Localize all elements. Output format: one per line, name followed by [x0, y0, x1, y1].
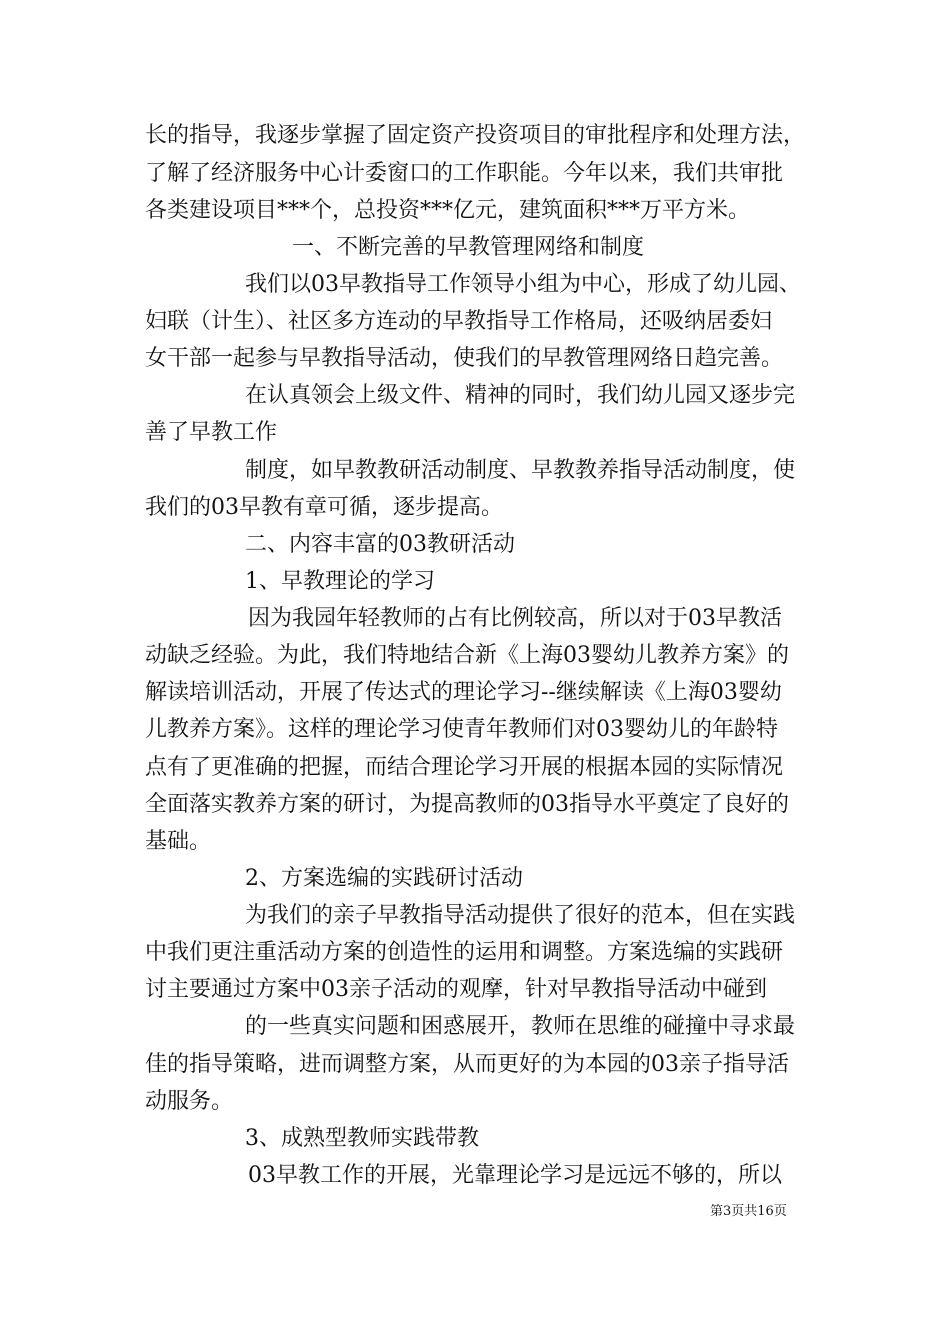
- section-heading: 一、不断完善的早教管理网络和制度: [292, 235, 645, 260]
- body-text-line: 妇联（计生）、社区多方连动的早教指导工作格局，还吸纳居委妇: [145, 309, 773, 334]
- section-heading: 二、内容丰富的03教研活动: [245, 532, 515, 557]
- body-text-line: 因为我园年轻教师的占有比例较高，所以对于03早教活: [248, 606, 782, 631]
- body-text-line: 了解了经济服务中心计委窗口的工作职能。今年以来，我们共审批: [145, 161, 784, 186]
- body-text-line: 儿教养方案》。这样的理论学习使青年教师们对03婴幼儿的年龄特: [145, 717, 778, 742]
- body-text-line: 我们以03早教指导工作领导小组为中心，形成了幼儿园、: [245, 272, 801, 297]
- body-text-line: 善了早教工作: [145, 420, 278, 445]
- body-text-line: 女干部一起参与早教指导活动，使我们的早教管理网络日趋完善。: [145, 346, 784, 371]
- body-text-line: 我们的03早教有章可循，逐步提高。: [145, 495, 503, 520]
- subsection-heading: 1、早教理论的学习: [245, 569, 435, 594]
- subsection-heading: 2、方案选编的实践研讨活动: [245, 866, 523, 891]
- body-text-line: 的一些真实问题和困惑展开，教师在思维的碰撞中寻求最: [245, 1014, 796, 1039]
- subsection-heading: 3、成熟型教师实践带教: [245, 1126, 479, 1151]
- body-text-line: 动缺乏经验。为此，我们特地结合新《上海03婴幼儿教养方案》的: [145, 643, 789, 668]
- body-text-line: 在认真领会上级文件、精神的同时，我们幼儿园又逐步完: [245, 383, 796, 408]
- body-text-line: 为我们的亲子早教指导活动提供了很好的范本，但在实践: [245, 903, 796, 928]
- body-text-line: 解读培训活动，开展了传达式的理论学习--继续解读《上海03婴幼: [145, 680, 782, 705]
- body-text-line: 佳的指导策略，进而调整方案，从而更好的为本园的03亲子指导活: [145, 1052, 789, 1077]
- body-text-line: 讨主要通过方案中03亲子活动的观摩，针对早教指导活动中碰到: [145, 977, 767, 1002]
- body-text-line: 点有了更准确的把握，而结合理论学习开展的根据本园的实际情况: [145, 755, 784, 780]
- body-text-line: 基础。: [145, 829, 212, 854]
- page-number-footer: 第3页共16页: [710, 1204, 787, 1219]
- body-text-line: 03早教工作的开展，光靠理论学习是远远不够的，所以: [248, 1163, 782, 1188]
- body-text-line: 中我们更注重活动方案的创造性的运用和调整。方案选编的实践研: [145, 940, 784, 965]
- body-text-line: 动服务。: [145, 1089, 234, 1114]
- body-text-line: 长的指导，我逐步掌握了固定资产投资项目的审批程序和处理方法，: [145, 123, 806, 148]
- body-text-line: 全面落实教养方案的研讨，为提高教师的03指导水平奠定了良好的: [145, 792, 789, 817]
- body-text-line: 制度，如早教教研活动制度、早教教养指导活动制度，使: [245, 458, 796, 483]
- body-text-line: 各类建设项目***个，总投资***亿元，建筑面积***万平方米。: [145, 198, 751, 223]
